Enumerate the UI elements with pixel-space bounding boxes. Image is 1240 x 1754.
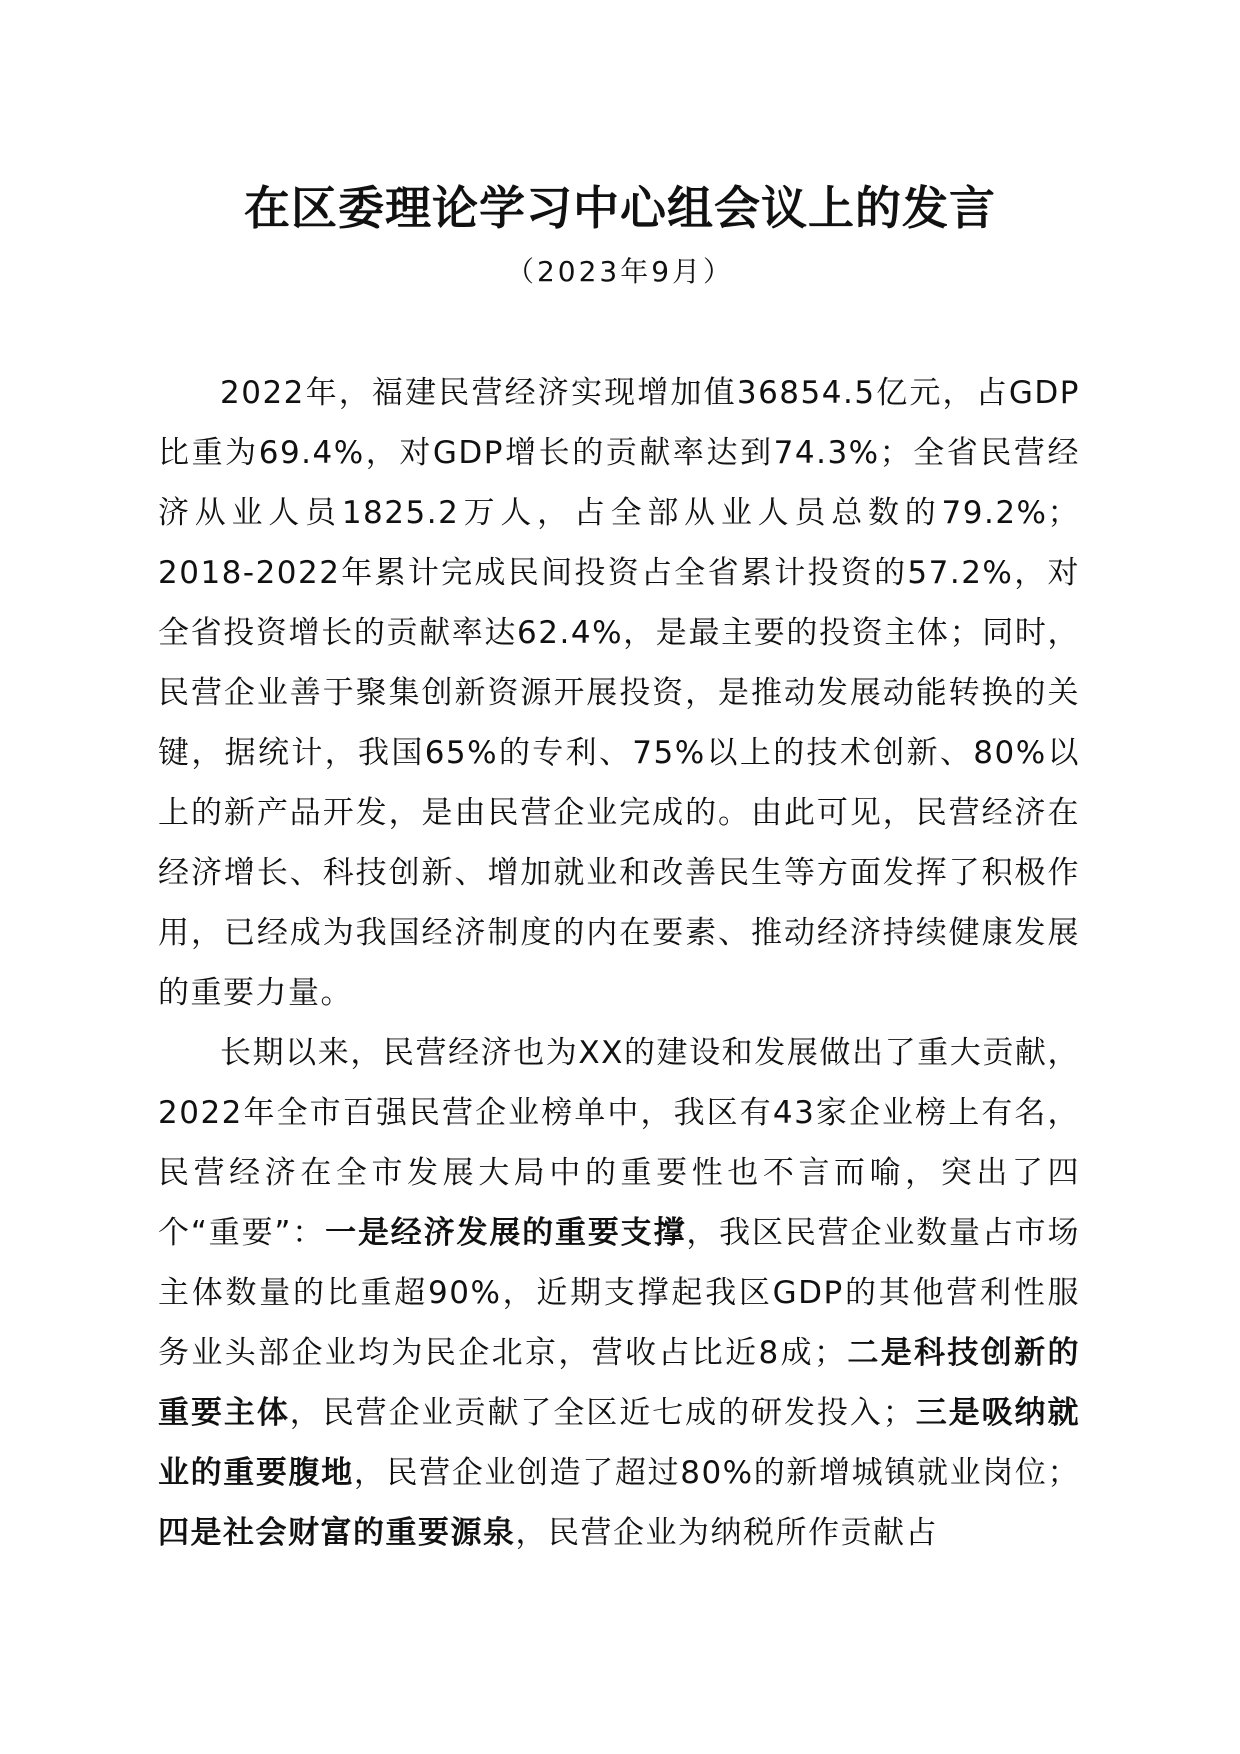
- point-2-text: ，民营企业贡献了全区近七成的研发投入；: [289, 1395, 916, 1431]
- point-2-heading: 二是科技创新的重要主体: [158, 1335, 1081, 1431]
- document-date: （2023年9月）: [505, 255, 735, 288]
- document-title: 在区委理论学习中心组会议上的发言: [244, 181, 996, 235]
- paragraph-1: 2022年，福建民营经济实现增加值36854.5亿元，占GDP比重为69.4%，对GDP增长的贡献率达到74.3%；全省民营经济从业人员1825.2万人，占全部从业人员总数的79.2%；2018-2022年累计完成民间投资占全省累计投资的57.2%，对全省投资增长的贡献率达62.4%，是最主要的投资主体；同时，民营企业善于聚集创新资源开展投资，是推动发展动能转换的关键，据统计，我国65%的专利、75%以上的技术创新、80%以上的新产品开发，是由民营企业完成的。由此可见，民营经济在经济增长、科技创新、增加就业和改善民生等方面发挥了积极作用，已经成为我国经济制度的内在要素、推动经济持续健康发展的重要力量。: [158, 375, 1080, 1011]
- paragraph-2: [158, 1023, 1080, 1563]
- point-1-heading: 一是经济发展的重要支撑: [325, 1215, 687, 1251]
- document-body: [158, 363, 1080, 1563]
- paragraph-2-intro: 长期以来，民营经济也为XX的建设和发展做出了重大贡献，2022年全市百强民营企业榜单中，我区有43家企业榜上有名，民营经济在全市发展大局中的重要性也不言而喻，突出了四个“重要”：: [158, 1035, 1080, 1251]
- point-4-heading: 四是社会财富的重要源泉: [158, 1515, 516, 1551]
- point-4-text: ，民营企业为纳税所作贡献占: [515, 1515, 938, 1551]
- point-1-text: ，我区民营企业数量占市场主体数量的比重超90%，近期支撑起我区GDP的其他营利性服务业头部企业均为民企北京，营收占比近8成；: [158, 1215, 1081, 1371]
- point-3-heading: 三是吸纳就业的重要腹地: [158, 1395, 1081, 1491]
- point-3-text: ，民营企业创造了超过80%的新增城镇就业岗位；: [353, 1455, 1081, 1491]
